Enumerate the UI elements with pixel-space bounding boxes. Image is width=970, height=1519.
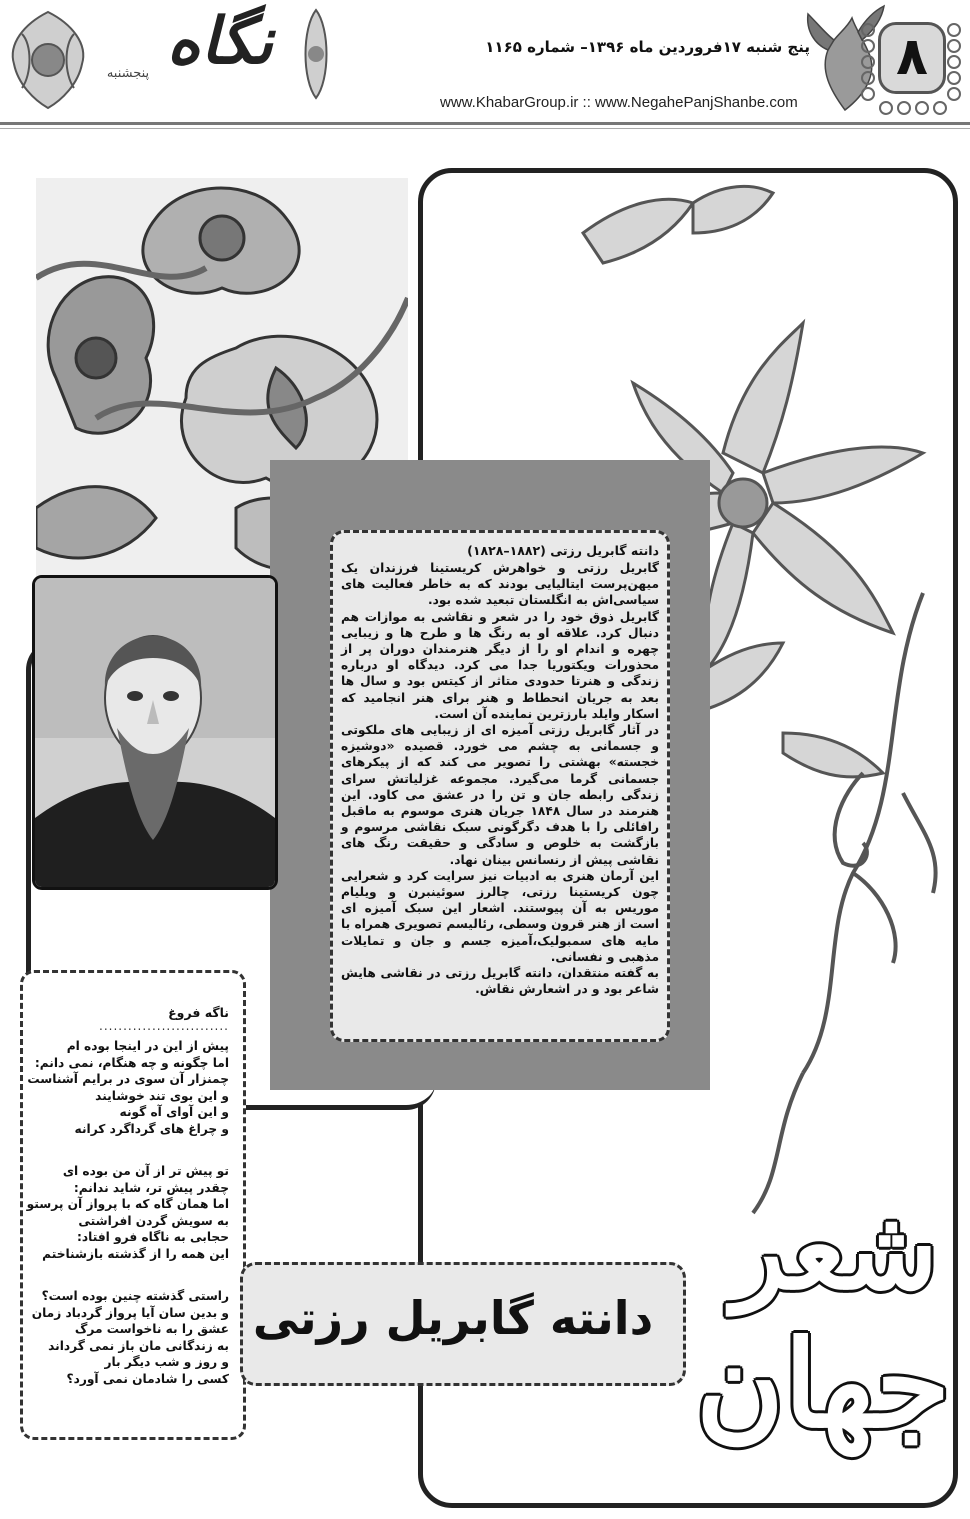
poem-line: تو پیش تر از آن من بوده ای (62, 1164, 229, 1178)
poem-line: به سویش گردن افراشتی (78, 1213, 229, 1228)
section-heading-word-2: جهان (695, 1314, 950, 1455)
dotted-divider: ........................... (99, 1019, 229, 1033)
portrait-photo (32, 575, 278, 890)
article-title: دانته گابریل رزتی (۱۸۸۲–۱۸۲۸) (467, 543, 659, 558)
poem-line: پیش از این در اینجا بوده ام (66, 1039, 229, 1053)
article-headline: دانته گابریل رزتی (252, 1291, 654, 1345)
poem-line: و روز و شب دیگر بار (104, 1355, 229, 1369)
header-divider (0, 122, 970, 125)
poem-line: چقدر پیش تر، شاید ندانم: (73, 1180, 229, 1195)
poem-line: اما همان گاه که با پرواز آن پرستو (26, 1197, 229, 1211)
logo: نگاه (166, 5, 274, 79)
article-paragraph: این آرمان هنری به ادبیات نیز سرایت کرد و شعرایی چون کریستینا رزتی، چالرز سوئینبرن و ویلیام موریس به آن پیوستند. اشعار این سبک آمیزه ای است از هنر قرون وسطی، رئالیسم تصویری همراه با مایه های سمبولیک،آمیزه جسم و جان و تمایلات مذهبی و نفسانی. (341, 868, 659, 964)
poem-line: و این بوی تند خوشایند (95, 1088, 229, 1103)
section-heading-word-1: شعر (732, 1185, 938, 1314)
header-divider-thin (0, 128, 970, 129)
poem-line: و چراغ های گرداگرد کرانه (74, 1121, 229, 1136)
poem-stanza (26, 1163, 229, 1262)
poem-line: اما چگونه و چه هنگام، نمی دانم: (34, 1055, 229, 1070)
ornament-left-icon (2, 4, 94, 114)
page-number: ۸ (878, 22, 946, 94)
poem-line: عشق را به ناخواست مرگ (74, 1322, 229, 1336)
poem-line: راستی گذشته چنین بوده است؟ (41, 1289, 229, 1303)
logo-subtitle: پنجشنبه (106, 66, 150, 81)
poem-line: و این آوای آه گونه (119, 1105, 229, 1119)
title-box (240, 1262, 686, 1386)
article-paragraph: در آثار گابریل رزتی آمیزه ای از زیبایی های ملکوتی و جسمانی به چشم می خورد. قصیده «دوشیزه خجسته» بهشتی را تصویر می کند که از پیکرهای جسمانی گرما می‌گیرد. مجموعه غزلیاتش سرای زندگی رابطه جان و تن را در عشق می کاود. این هنرمند در سال ۱۸۴۸ جریان هنری موسوم به ماقبل رافائلی را با هدف دگرگونی سبک نقاشی مرسوم و بازگشت به خلوص و سادگی و حقیقت رنگ های نقاشی پیش از رنسانس بینان نهاد. (341, 723, 659, 867)
issue-date: پنج شنبه ۱۷فروردین ماه ۱۳۹۶– شماره ۱۱۶۵ (485, 38, 810, 56)
article-paragraph: به گفته منتقدان، دانته گابریل رزتی در نقاشی هایش شاعر بود و در اشعارش نقاش. (341, 966, 659, 997)
poem-author: ناگه فروغ (168, 1005, 229, 1020)
chain-ornament-icon (856, 10, 968, 120)
website-links: www.KhabarGroup.ir :: www.NegahePanjShanbe.com (440, 94, 798, 111)
article-box (330, 530, 670, 1042)
poem-line: چمنزار آن سوی در برایم آشناست (27, 1072, 229, 1086)
poem-box (20, 970, 246, 1440)
poem-stanza (31, 1288, 229, 1387)
poem-stanza (27, 1038, 229, 1137)
poem-line: به زندگانی مان باز نمی گرداند (48, 1338, 229, 1353)
page-header (0, 0, 970, 135)
poem-line: و بدین سان آیا پرواز گردباد زمان (31, 1305, 229, 1320)
poem-line: حجابی به ناگاه فرو افتاد: (77, 1230, 229, 1244)
poem-line: این همه را از گذشته بازشناختم (42, 1246, 229, 1261)
article-paragraph: گابریل ذوق خود را در شعر و نقاشی به موازات هم دنبال کرد. علاقه او به رنگ ها و طرح ها و زیبایی چهره و اندام او را از دیگر هنرمندان دوران پر از محذورات ویکتوریا جدا می کرد. دیدگاه او درباره زندگی و هنرتا حدودی متاثر از کیتس بود و سال ها بعد به جریان انحطاط و هنر برای هنر انجامید که اسکار وایلد بارزترین نماینده آن است. (341, 609, 659, 721)
poem-line: کسی را شادمان نمی آورد؟ (66, 1371, 229, 1386)
portrait-illustration-icon (35, 578, 275, 887)
article-paragraph: گابریل رزتی و خواهرش کریستینا فرزندان یک میهن‌پرست ایتالیایی بودند که به خاطر فعالیت های سیاسی‌اش به انگلستان تبعید شده بود. (341, 561, 659, 608)
